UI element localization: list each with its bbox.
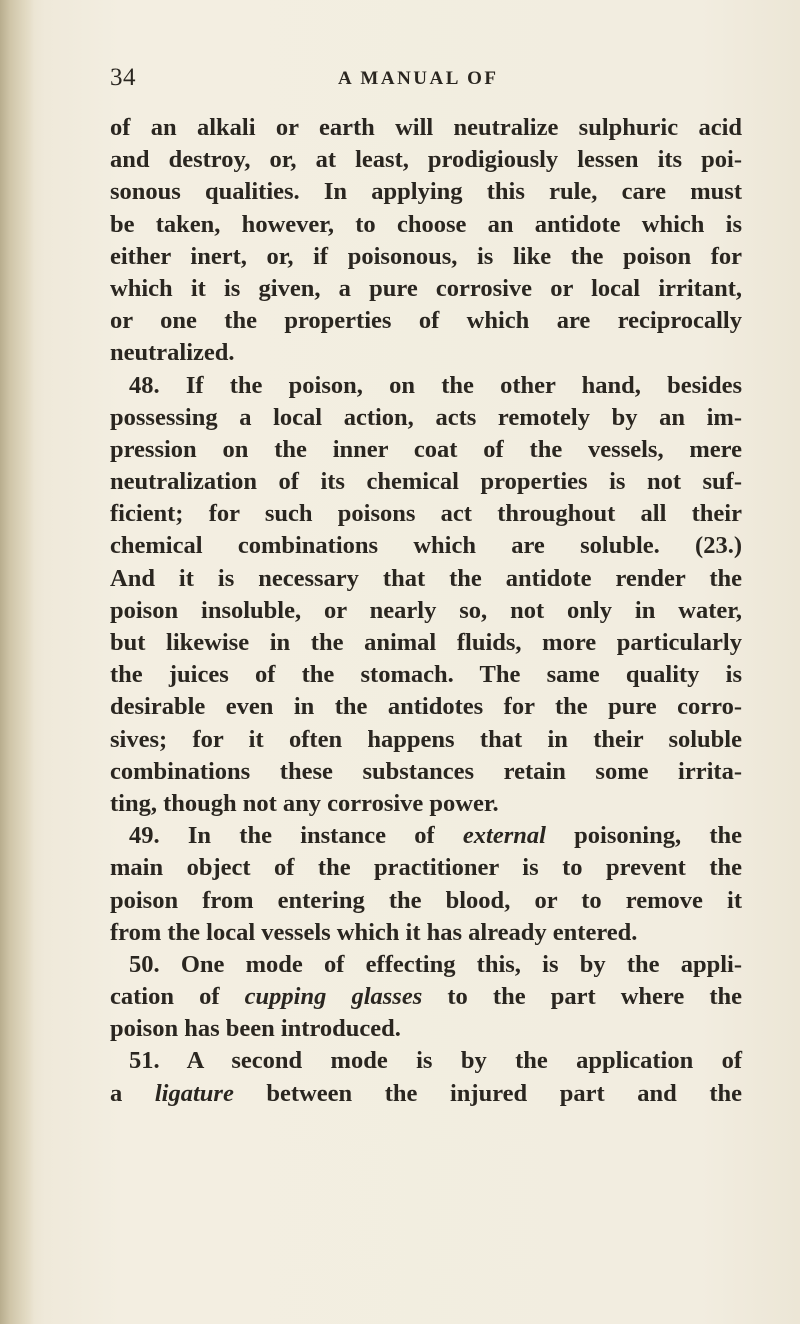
body-text	[110, 112, 742, 1110]
text-line: chemical combinations which are soluble. (23.)	[110, 532, 742, 560]
text-line: from the local vessels which it has already entered.	[110, 918, 638, 946]
text-line: or one the properties of which are reciprocally	[110, 307, 742, 335]
text-line: the juices of the stomach. The same quality is	[110, 661, 742, 689]
emphasis-cupping-glasses: cupping glasses	[244, 983, 423, 1011]
text-line	[110, 1078, 742, 1110]
text-line: ting, though not any corrosive power.	[110, 789, 499, 817]
text-line: poison from entering the blood, or to remove it	[110, 886, 742, 914]
text-line: be taken, however, to choose an antidote which is	[110, 210, 742, 238]
paragraph-50-start: 50. One mode of effecting this, is by the appli-	[129, 950, 742, 978]
text-line: poison insoluble, or nearly so, not only in water,	[110, 596, 742, 624]
text-line: desirable even in the antidotes for the pure corro-	[110, 693, 742, 721]
binding-shadow	[0, 0, 34, 1324]
text-line: ficient; for such poisons act throughout all their	[110, 500, 742, 528]
text-segment: 49. In the instance of	[129, 822, 463, 850]
paragraph-48-start: 48. If the poison, on the other hand, besides	[129, 371, 742, 399]
text-line: either inert, or, if poisonous, is like the poison for	[110, 242, 742, 270]
text-line: neutralization of its chemical properties is not suf-	[110, 468, 742, 496]
text-line: and destroy, or, at least, prodigiously lessen its poi-	[110, 146, 742, 174]
text-line: main object of the practitioner is to prevent the	[110, 854, 742, 882]
text-segment: a	[110, 1079, 155, 1107]
text-line: sonous qualities. In applying this rule, care must	[110, 178, 742, 206]
running-title: A MANUAL OF	[338, 68, 499, 89]
text-line: of an alkali or earth will neutralize sulphuric acid	[110, 114, 742, 141]
text-segment: to the part where the	[422, 983, 743, 1011]
text-line: which it is given, a pure corrosive or local irritant,	[110, 274, 742, 302]
text-segment: cation of	[110, 983, 245, 1011]
text-line	[110, 981, 742, 1013]
text-line: sives; for it often happens that in their soluble	[110, 725, 742, 753]
text-line: combinations these substances retain some irrita-	[110, 757, 742, 785]
page-header	[110, 64, 740, 98]
text-segment: between the injured part and the	[233, 1079, 743, 1107]
text-line: neutralized.	[110, 339, 235, 367]
text-line: pression on the inner coat of the vessels, mere	[110, 435, 742, 463]
paragraph-51-start: 51. A second mode is by the application of	[129, 1047, 742, 1075]
text-line: but likewise in the animal fluids, more particularly	[110, 629, 742, 656]
paragraph-49-start	[110, 820, 742, 852]
page-number: 34	[110, 64, 136, 91]
emphasis-external: external	[462, 822, 546, 850]
text-segment: poisoning, the	[545, 822, 742, 850]
emphasis-ligature: ligature	[154, 1079, 234, 1107]
text-line: And it is necessary that the antidote render the	[110, 564, 742, 592]
text-line: poison has been introduced.	[110, 1015, 401, 1043]
text-line: possessing a local action, acts remotely by an im-	[110, 403, 742, 431]
